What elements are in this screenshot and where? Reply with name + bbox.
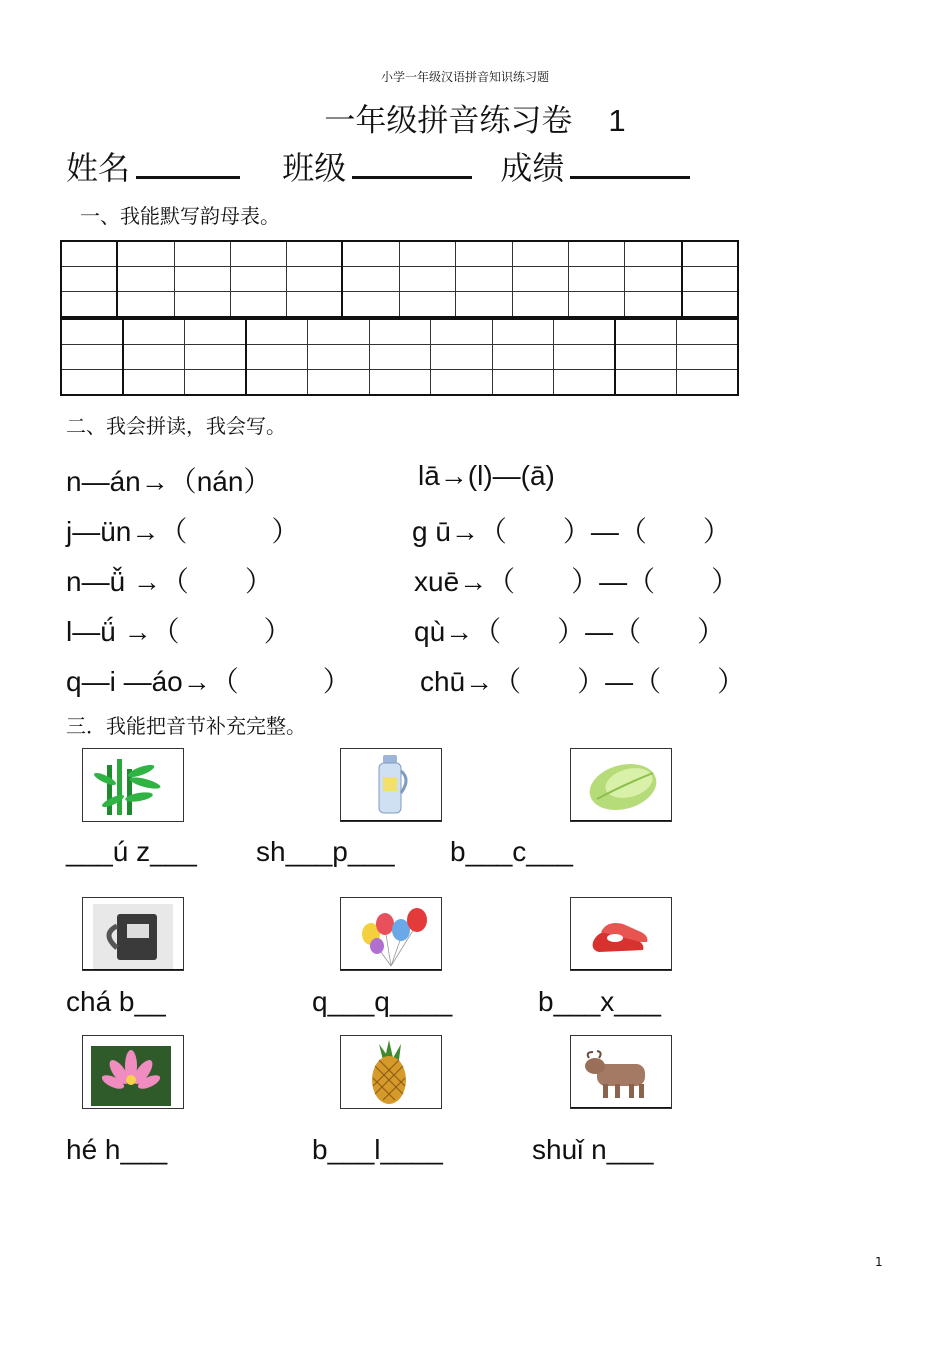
table-cell[interactable] [174, 267, 230, 292]
table-cell[interactable] [625, 292, 682, 318]
section-two-heading: 二、我会拼读，我会写。 [66, 414, 286, 438]
table-cell[interactable] [342, 267, 399, 292]
table-cell[interactable] [184, 345, 246, 370]
cabbage-image [570, 748, 672, 822]
table-cell[interactable] [492, 370, 553, 396]
table-cell[interactable] [117, 292, 174, 318]
table-cell[interactable] [246, 345, 307, 370]
table-cell[interactable] [286, 267, 342, 292]
running-header: 小学一年级汉语拼音知识练习题 [380, 70, 549, 84]
balloons-image [340, 897, 442, 971]
shoes-image [570, 897, 672, 971]
table-cell[interactable] [430, 370, 492, 396]
table-cell[interactable] [342, 241, 399, 267]
thermos-image [340, 748, 442, 822]
table-cell[interactable] [61, 267, 117, 292]
image-frame-line [570, 820, 672, 822]
table-cell[interactable] [61, 370, 123, 396]
table-cell[interactable] [553, 345, 615, 370]
table-cell[interactable] [117, 267, 174, 292]
table-cell[interactable] [615, 370, 676, 396]
table-cell[interactable] [399, 241, 455, 267]
pinyin-right-3: xuē→（ ）—（ ） [414, 566, 740, 597]
image-frame-line [570, 969, 672, 971]
table-cell[interactable] [456, 292, 513, 318]
table-cell[interactable] [492, 345, 553, 370]
table-cell[interactable] [399, 267, 455, 292]
table-cell[interactable] [456, 241, 513, 267]
table-cell[interactable] [184, 370, 246, 396]
image-frame-line [570, 1107, 672, 1109]
table-cell[interactable] [569, 241, 625, 267]
table-cell[interactable] [342, 292, 399, 318]
student-info-line [66, 143, 708, 189]
pinyin-left-3: n—ǚ →（ ） [66, 566, 273, 597]
pinyin-left-1: n—án→（nán） [66, 466, 272, 497]
image-frame-line [340, 969, 442, 971]
table-cell[interactable] [369, 370, 430, 396]
table-row [61, 345, 738, 370]
fill-row1-3: b___c___ [450, 836, 574, 867]
table-row [61, 241, 738, 267]
table-cell[interactable] [682, 292, 738, 318]
table-cell[interactable] [569, 292, 625, 318]
table-cell[interactable] [230, 267, 286, 292]
table-cell[interactable] [569, 267, 625, 292]
table-cell[interactable] [123, 345, 184, 370]
table-cell[interactable] [369, 345, 430, 370]
table-cell[interactable] [676, 370, 738, 396]
table-cell[interactable] [286, 292, 342, 318]
fill-row3-2: b___l____ [312, 1134, 443, 1165]
name-blank[interactable] [136, 146, 240, 179]
table-row [61, 370, 738, 396]
table-cell[interactable] [174, 241, 230, 267]
table-cell[interactable] [492, 319, 553, 345]
table-cell[interactable] [682, 241, 738, 267]
image-frame-line [340, 820, 442, 822]
table-cell[interactable] [676, 319, 738, 345]
table-cell[interactable] [307, 370, 369, 396]
table-cell[interactable] [230, 292, 286, 318]
fill-row2-3: b___x___ [538, 986, 662, 1017]
score-label: 成绩 [500, 149, 565, 187]
title-text: 一年级拼音练习卷 [324, 103, 573, 139]
table-cell[interactable] [307, 319, 369, 345]
table-cell[interactable] [369, 319, 430, 345]
pinyin-left-2: j—ün→（ ） [66, 516, 300, 547]
fill-row1-1: ___ú z___ [66, 836, 197, 867]
table-cell[interactable] [123, 319, 184, 345]
table-cell[interactable] [430, 345, 492, 370]
name-label: 姓名 [66, 149, 131, 187]
pinyin-right-2: ɡ ū→（ ）—（ ） [412, 516, 731, 547]
table-cell[interactable] [123, 370, 184, 396]
section-one-heading: 一、我能默写韵母表。 [80, 204, 280, 228]
table-cell[interactable] [676, 345, 738, 370]
table-cell[interactable] [682, 267, 738, 292]
table-cell[interactable] [246, 319, 307, 345]
fill-row2-2: q___q____ [312, 986, 453, 1017]
table-cell[interactable] [61, 241, 117, 267]
pinyin-right-4: qù→（ ）—（ ） [414, 616, 726, 647]
table-cell[interactable] [513, 267, 569, 292]
table-cell[interactable] [615, 345, 676, 370]
table-cell[interactable] [230, 241, 286, 267]
buffalo-image [570, 1035, 672, 1109]
table-cell[interactable] [625, 267, 682, 292]
image-frame-line [82, 969, 184, 971]
class-label: 班级 [282, 149, 347, 187]
fill-row2-1: chá b__ [66, 986, 166, 1017]
final-table-bottom [60, 318, 739, 396]
table-row [61, 267, 738, 292]
pinyin-left-5: q—i —áo→（ ） [66, 666, 351, 697]
table-cell[interactable] [184, 319, 246, 345]
table-cell[interactable] [61, 292, 117, 318]
fill-row3-3: shuǐ n___ [532, 1134, 654, 1165]
table-cell[interactable] [625, 241, 682, 267]
title-number: 1 [608, 103, 626, 138]
table-cell[interactable] [246, 370, 307, 396]
section-three-heading: 三．我能把音节补充完整。 [66, 714, 306, 738]
lotus-image [82, 1035, 184, 1109]
pinyin-right-5: chū→（ ）—（ ） [420, 666, 746, 697]
table-cell[interactable] [615, 319, 676, 345]
fill-row3-1: hé h___ [66, 1134, 168, 1165]
table-cell[interactable] [286, 241, 342, 267]
table-row [61, 292, 738, 318]
page-title [0, 95, 950, 140]
table-cell[interactable] [61, 319, 123, 345]
table-cell[interactable] [553, 370, 615, 396]
final-table-top [60, 240, 739, 318]
page-number: 1 [875, 1255, 883, 1269]
table-cell[interactable] [61, 345, 123, 370]
teacup-image [82, 897, 184, 971]
fill-row1-2: sh___p___ [256, 836, 395, 867]
table-cell[interactable] [174, 292, 230, 318]
table-cell[interactable] [456, 267, 513, 292]
class-blank[interactable] [352, 146, 472, 179]
pineapple-image [340, 1035, 442, 1109]
table-cell[interactable] [553, 319, 615, 345]
table-row [61, 319, 738, 345]
bamboo-image [82, 748, 184, 822]
pinyin-right-1: lā→(l)—(ā) [418, 460, 555, 491]
table-cell[interactable] [513, 292, 569, 318]
score-blank[interactable] [570, 146, 690, 179]
table-cell[interactable] [307, 345, 369, 370]
table-cell[interactable] [117, 241, 174, 267]
table-cell[interactable] [513, 241, 569, 267]
table-cell[interactable] [430, 319, 492, 345]
table-cell[interactable] [399, 292, 455, 318]
pinyin-left-4: l—ǘ →（ ） [66, 616, 292, 647]
